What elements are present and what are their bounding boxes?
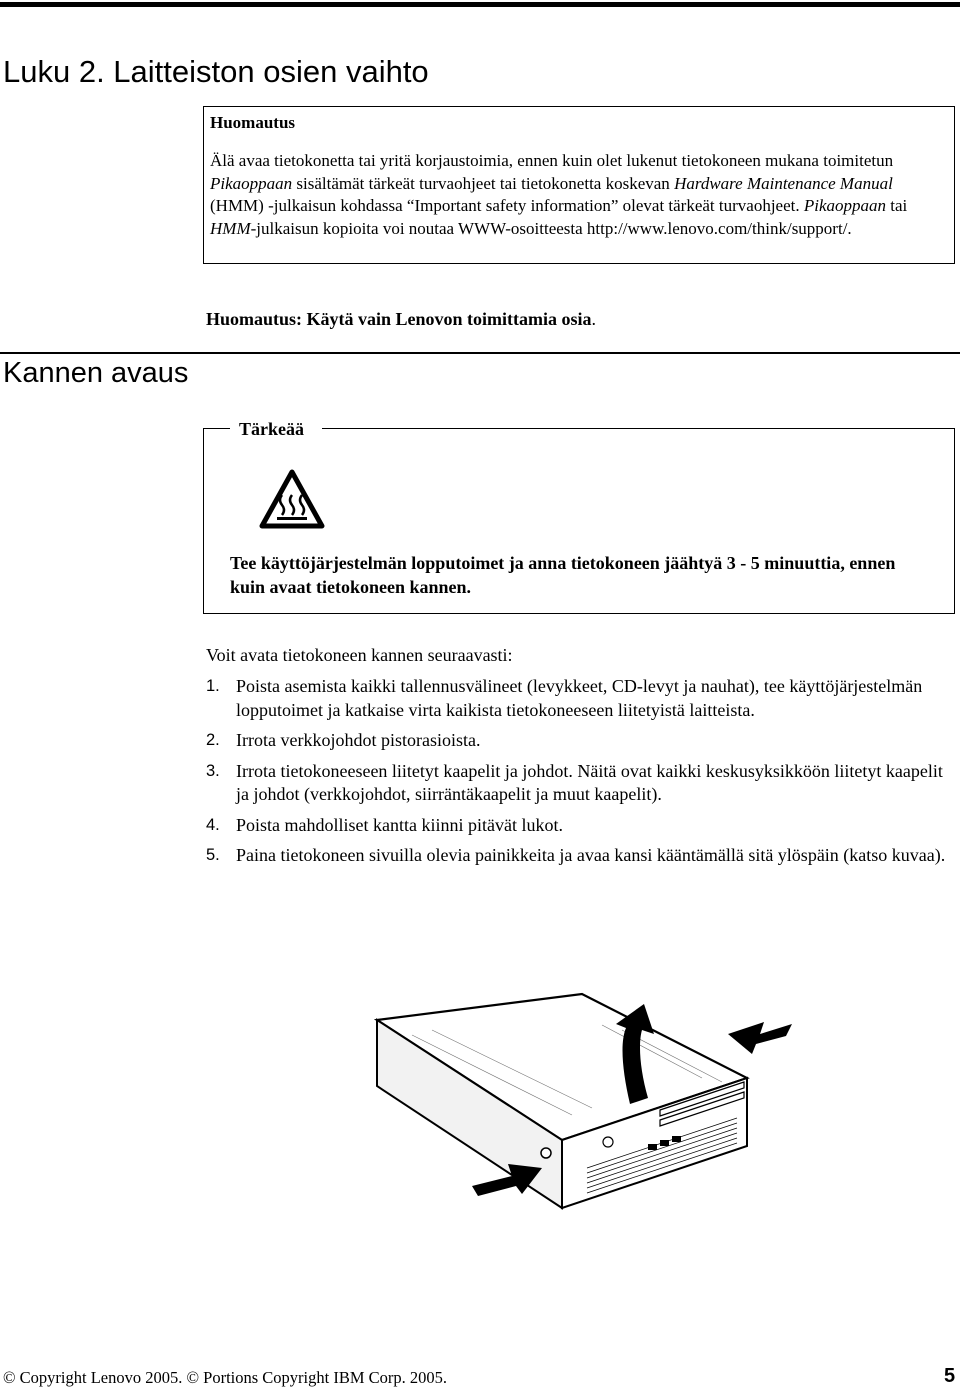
step-number: 5.	[206, 846, 220, 864]
step-text: Irrota verkkojohdot pistorasioista.	[236, 730, 481, 750]
notice-title: Huomautus	[210, 113, 296, 132]
list-item	[206, 844, 951, 868]
step-text: Poista mahdolliset kantta kiinni pitävät lukot.	[236, 814, 563, 835]
computer-cover-illustration	[372, 990, 792, 1300]
front-port	[660, 1140, 669, 1146]
notice-text-italic: Pikaoppaan	[803, 196, 887, 215]
notice-box	[203, 106, 955, 264]
power-button	[603, 1137, 613, 1147]
important-box-top-border	[203, 428, 230, 429]
notice-text: (HMM) -julkaisun kohdassa “Important safety information” olevat tärkeät turvaohjeet.	[210, 196, 804, 215]
notice-body	[210, 150, 950, 240]
push-arrow-icon	[728, 1022, 792, 1054]
steps-list	[206, 675, 951, 875]
top-rule	[0, 2, 960, 7]
important-box-top-border	[322, 428, 955, 429]
important-text: Tee käyttöjärjestelmän lopputoimet ja anna tietokoneen jäähtyä 3 - 5 minuuttia, ennen kuin avaat tietokoneen kannen.	[230, 553, 896, 597]
note-line	[206, 309, 596, 330]
note-label: Huomautus:	[206, 309, 303, 329]
footer-copyright: © Copyright Lenovo 2005. © Portions Copyright IBM Corp. 2005.	[3, 1368, 447, 1387]
step-number: 3.	[206, 761, 220, 780]
notice-text-italic: HMM	[210, 218, 251, 238]
note-text: Käytä vain Lenovon toimittamia osia	[302, 309, 592, 329]
list-item	[206, 675, 951, 722]
front-port	[648, 1144, 657, 1150]
note-tail: .	[591, 309, 597, 329]
important-title: Tärkeää	[239, 419, 304, 439]
list-item	[206, 729, 951, 753]
list-item	[206, 814, 951, 838]
chapter-title: Luku 2. Laitteiston osien vaihto	[3, 54, 429, 89]
instructions-intro: Voit avata tietokoneen kannen seuraavasti:	[206, 645, 513, 665]
section-rule	[0, 352, 960, 354]
step-number: 1.	[206, 677, 220, 695]
step-number: 2.	[206, 731, 220, 749]
section-title: Kannen avaus	[3, 357, 189, 389]
notice-text: sisältämät tärkeät turvaohjeet tai tietokonetta koskevan	[292, 173, 675, 193]
hot-surface-warning-icon	[258, 467, 326, 531]
notice-text-italic: Pikaoppaan	[210, 173, 293, 193]
step-text: Irrota tietokoneeseen liitetyt kaapelit ja johdot. Näitä ovat kaikki keskusyksikköön liitetyt kaapelit ja johdot (verkkojohdot, siirräntäkaapelit ja muut kaapelit).	[236, 760, 943, 804]
notice-text: tai	[886, 196, 908, 215]
front-port	[672, 1136, 681, 1142]
step-text: Poista asemista kaikki tallennusvälineet (levykkeet, CD-levyt ja nauhat), tee käyttöjärjestelmän lopputoimet ja katkaise virta kaikista tietokoneeseen liitetyistä laitteista.	[236, 676, 923, 720]
side-release-button	[541, 1148, 551, 1158]
page-number: 5	[944, 1365, 956, 1387]
list-item	[206, 760, 951, 807]
step-number: 4.	[206, 815, 220, 834]
notice-text: Älä avaa tietokonetta tai yritä korjaustoimia, ennen kuin olet lukenut tietokoneen mukana toimitetun	[210, 151, 894, 170]
step-text: Paina tietokoneen sivuilla olevia painikkeita ja avaa kansi kääntämällä sitä ylöspäin (katso kuvaa).	[236, 845, 946, 865]
notice-text: -julkaisun kopioita voi noutaa WWW-osoitteesta http://www.lenovo.com/think/support/.	[250, 218, 852, 238]
notice-text-italic: Hardware Maintenance Manual	[674, 173, 893, 193]
